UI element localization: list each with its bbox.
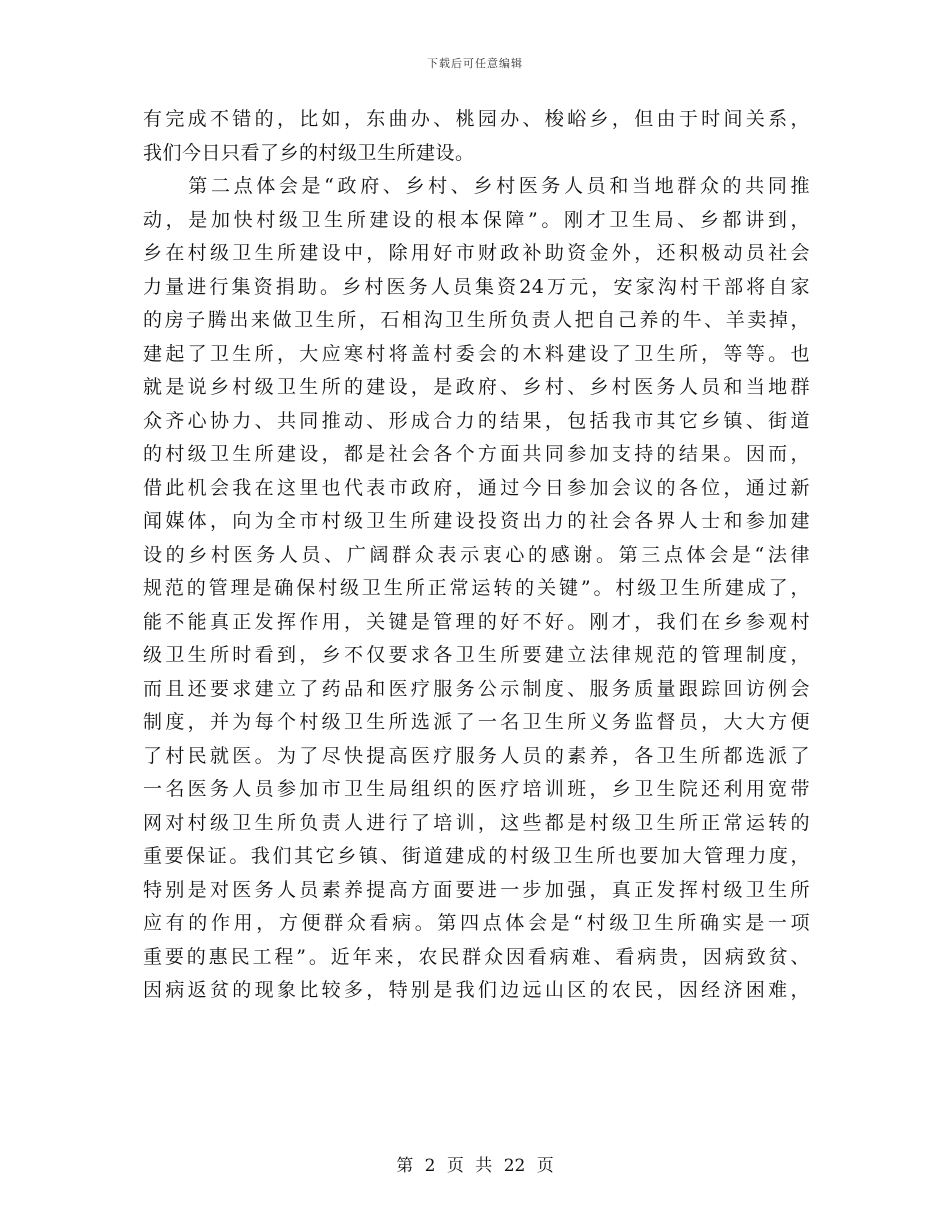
text-line: 因病返贫的现象比较多，特别是我们边远山区的农民，因经济困难，: [143, 979, 810, 1001]
text-line: 能不能真正发挥作用，关键是管理的好不好。刚才，我们在乡参观村: [143, 610, 810, 633]
text-line: 设的乡村医务人员、广阔群众表示衷心的感谢。第三点体会是“法律: [143, 543, 810, 566]
text-line: 乡在村级卫生所建设中，除用好市财政补助资金外，还积极动员社会: [143, 242, 810, 264]
text-line: 应有的作用，方便群众看病。第四点体会是“村级卫生所确实是一项: [143, 912, 810, 934]
page-number: 第 2 页 共 22 页: [396, 1156, 554, 1176]
text-line: 有完成不错的，比如，东曲办、桃园办、梭峪乡，但由于时间关系，: [143, 108, 810, 130]
text-line: 一名医务人员参加市卫生局组织的医疗培训班，乡卫生院还利用宽带: [143, 778, 810, 800]
text-line: 我们今日只看了乡的村级卫生所建设。: [143, 141, 475, 164]
text-line: 众齐心协力、共同推动、形成合力的结果，包括我市其它乡镇、街道: [143, 409, 810, 432]
text-line: 闻媒体，向为全市村级卫生所建设投资出力的社会各界人士和参加建: [143, 510, 810, 532]
text-line: 重要保证。我们其它乡镇、街道建成的村级卫生所也要加大管理力度，: [143, 845, 810, 867]
text-line: 制度，并为每个村级卫生所选派了一名卫生所义务监督员，大大方便: [143, 711, 810, 733]
page-header-note: 下载后可任意编辑: [427, 57, 523, 70]
text-line: 就是说乡村级卫生所的建设，是政府、乡村、乡村医务人员和当地群: [143, 376, 810, 398]
text-line: 了村民就医。为了尽快提高医疗服务人员的素养，各卫生所都选派了: [143, 744, 810, 767]
text-line: 而且还要求建立了药品和医疗服务公示制度、服务质量跟踪回访例会: [143, 677, 810, 700]
text-line: 规范的管理是确保村级卫生所正常运转的关键”。村级卫生所建成了，: [143, 577, 810, 599]
text-line: 借此机会我在这里也代表市政府，通过今日参加会议的各位，通过新: [143, 476, 810, 499]
text-line: 级卫生所时看到，乡不仅要求各卫生所要建立法律规范的管理制度，: [143, 644, 810, 666]
text-line: 重要的惠民工程”。近年来，农民群众因看病难、看病贵，因病致贫、: [143, 945, 810, 968]
text-line: 第二点体会是“政府、乡村、乡村医务人员和当地群众的共同推: [143, 175, 810, 197]
text-line: 力量进行集资捐助。乡村医务人员集资24万元，安家沟村干部将自家: [143, 275, 810, 298]
document-body: [143, 103, 810, 1008]
text-line: 的房子腾出来做卫生所，石相沟卫生所负责人把自己养的牛、羊卖掉，: [143, 309, 810, 331]
text-line: 网对村级卫生所负责人进行了培训，这些都是村级卫生所正常运转的: [143, 811, 810, 834]
text-line: 特别是对医务人员素养提高方面要进一步加强，真正发挥村级卫生所: [143, 878, 810, 901]
text-line: 动，是加快村级卫生所建设的根本保障”。刚才卫生局、乡都讲到，: [143, 208, 810, 231]
text-line: 的村级卫生所建设，都是社会各个方面共同参加支持的结果。因而，: [143, 443, 810, 465]
text-line: 建起了卫生所，大应寒村将盖村委会的木料建设了卫生所，等等。也: [143, 342, 810, 365]
